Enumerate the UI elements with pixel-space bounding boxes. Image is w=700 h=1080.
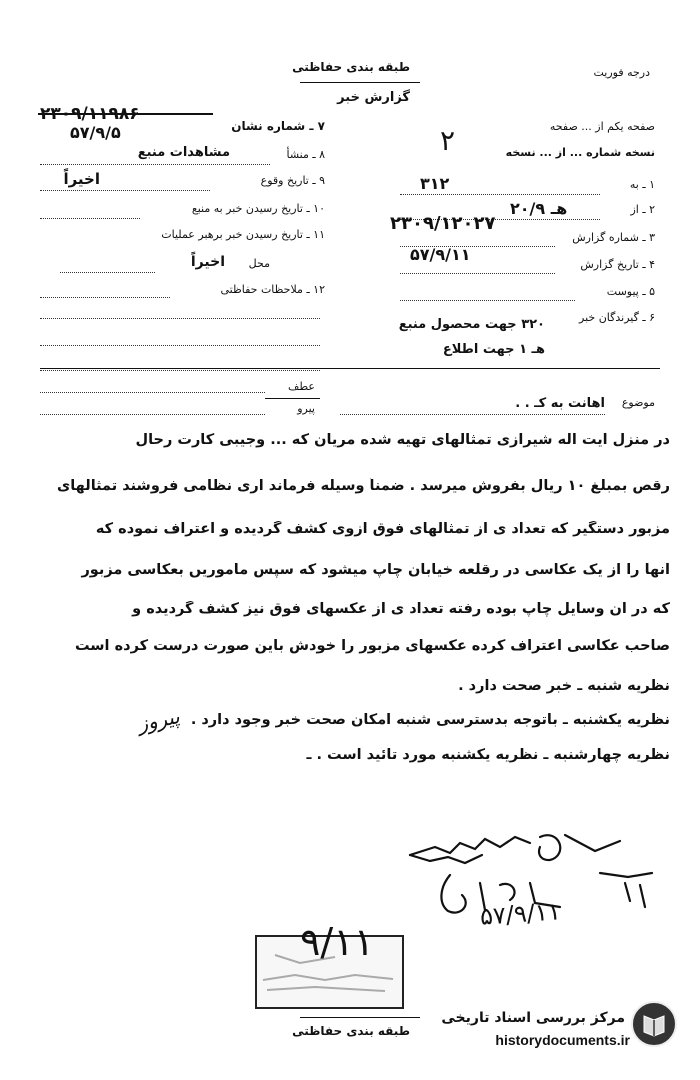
classification-bottom-rule	[300, 1017, 420, 1018]
body-line-4: آنها را از یک عکاسی در رقلعه خیابان چاپ میشود که سپس ماموریں بعکاسی مزبور	[81, 562, 670, 578]
classification-bottom: طبقه بندی حفاظتی	[292, 1024, 410, 1038]
field-8-label: ۸ ـ منشأ	[286, 148, 325, 161]
peyro-dots	[40, 414, 265, 415]
place-dots	[60, 272, 155, 273]
field-7-label: ۷ ـ شماره نشان	[231, 119, 325, 133]
body-line-5: که در آن وسایل چاپ بوده رفته تعداد ی از عکسهای فوق نیز کشف گردیده و	[132, 601, 670, 617]
body-line-3: مزبور دستگیر که تعداد ی از تمثالهای فوق ازوی کشف گردیده و اعتراف نموده که	[95, 521, 670, 537]
book-icon	[630, 1000, 678, 1048]
field-8-dots	[40, 164, 270, 165]
field-12-dots-4	[40, 370, 320, 371]
watermark-url[interactable]: historydocuments.ir	[495, 1032, 630, 1048]
field-12-dots-1	[40, 297, 170, 298]
field-1-dots	[400, 194, 600, 195]
classification-top: طبقه بندی حفاظتی	[292, 60, 410, 74]
field-4-dots	[400, 273, 555, 274]
urgency-label: درجه فوریت	[593, 66, 650, 79]
field-9-value: اخیراً	[63, 170, 100, 188]
atf-dots	[40, 392, 265, 393]
field-8-value: مشاهدات منبع	[137, 145, 230, 160]
page-label: صفحه یکم از ... صفحه	[549, 120, 655, 133]
field-3-label: ۳ ـ شماره گزارش	[572, 231, 655, 244]
field-2-value: ۲۰/۹ هـ	[510, 199, 568, 218]
copy-handwritten: ۲	[440, 124, 456, 157]
field-10-label: ۱۰ ـ تاریخ رسیدن خبر به منبع	[191, 202, 325, 215]
field-3-value: ۲۳۰۹/۱۲۰۲۷	[390, 213, 496, 234]
body-line-6: صاحب عکاسی اعتراف کرده عکسهای مزبور را خودش باین صورت درست کرده است	[74, 638, 670, 654]
subject-label: موضوع	[621, 396, 655, 409]
field-12-label: ۱۲ ـ ملاحظات حفاظتی	[220, 283, 325, 296]
field-12-dots-3	[40, 345, 320, 346]
field-6-value-1: ۳۲۰ جهت محصول منبع	[398, 317, 545, 332]
field-4-label: ۴ ـ تاریخ گزارش	[580, 258, 655, 271]
field-2-label: ۲ ـ از	[630, 203, 655, 216]
field-1-value: ۳۱۲	[420, 174, 450, 193]
field-6-label: ۶ ـ گیرندگان خبر	[579, 311, 655, 324]
body-line-2: رقص بمبلغ ۱۰ ریال بفروش میرسد . ضمناً وسیله فرماند اری نظامی فروشند تمثالهای	[56, 478, 670, 494]
field-4-value: ۵۷/۹/۱۱	[410, 245, 471, 264]
handwritten-date: ۵۷/۹/۱۱	[479, 897, 562, 931]
field-7-strike	[38, 113, 213, 115]
field-5-label: ۵ ـ پیوست	[606, 285, 655, 298]
field-10-dots	[40, 218, 140, 219]
form-title: گزارش خبر	[337, 90, 410, 105]
copy-label: نسخه شماره ... از ... نسخه	[505, 146, 655, 159]
place-value: اخیراً	[190, 254, 225, 270]
atf-divider	[265, 398, 320, 399]
field-9-label: ۹ ـ تاریخ وقوع	[260, 174, 325, 187]
classification-top-rule	[300, 82, 420, 83]
field-1-label: ۱ ـ به	[629, 178, 655, 191]
stamp-text: ۹/۱۱	[300, 920, 375, 964]
atf-label: عطف	[288, 380, 315, 393]
subject-value: اهانت به کـ . .	[515, 396, 605, 411]
field-7-value-2: ۵۷/۹/۵	[70, 123, 121, 142]
place-label: محل	[248, 257, 270, 270]
body-line-8: نظریه یکشنبه ـ باتوجه بدسترسی شنبه امکان صحت خبر وجود دارد .	[190, 712, 670, 728]
field-11-label: ۱۱ ـ تاریخ رسیدن خبر برهبر عملیات	[161, 228, 325, 241]
field-9-dots	[40, 190, 210, 191]
margin-note: پیروز	[135, 703, 182, 737]
peyro-label: پیرو	[297, 402, 315, 415]
body-line-1: در منزل آیت اله شیرازی تمثالهای تهیه شده مریان که ... وجیبی کارت رحال	[135, 432, 670, 448]
watermark-logo	[630, 1000, 678, 1048]
field-6-value-2: هـ ۱ جهت اطلاع	[442, 342, 545, 357]
body-line-9: نظریه چهارشنبه ـ نظریه یکشنبه مورد تائید است . ـ	[306, 747, 670, 763]
watermark-name: مرکز بررسی اسناد تاریخی	[441, 1010, 625, 1026]
field-12-dots-2	[40, 318, 320, 319]
body-line-7: نظریه شنبه ـ خبر صحت دارد .	[458, 678, 670, 694]
field-7-value-1: ۲۳۰۹/۱۱۹۸۶	[40, 104, 140, 124]
subject-dots	[340, 414, 605, 415]
field-5-dots	[400, 300, 575, 301]
mid-rule	[40, 368, 660, 369]
